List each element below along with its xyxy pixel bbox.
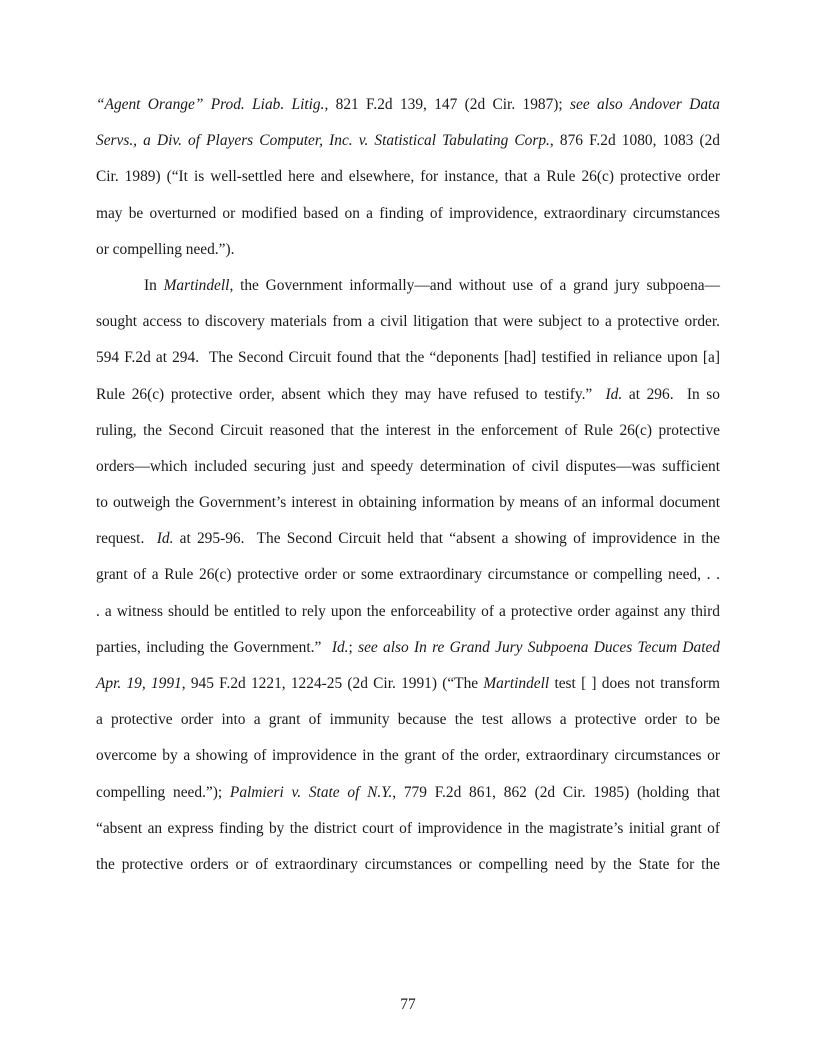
text-segment: overcome by a showing of improvidence in the grant of the order, extraordinary circumstances or: [96, 747, 720, 765]
document-body: [96, 92, 720, 888]
text-line: [96, 671, 720, 707]
text-segment: at 296. In so: [622, 385, 720, 403]
text-segment: 594 F.2d at 294. The Second Circuit found that the “deponents [had] testified in reliance upon [a]: [96, 349, 720, 367]
text-line: [96, 599, 720, 635]
text-line: [96, 816, 720, 852]
text-segment: or compelling need.”).: [96, 240, 235, 258]
text-segment: ;: [348, 638, 359, 656]
text-segment: test [ ] does not transform: [549, 675, 721, 692]
page-number: 77: [400, 996, 416, 1013]
text-segment: may be overturned or modified based on a finding of improvidence, extraordinary circumstances: [96, 204, 720, 222]
text-line: [96, 345, 720, 381]
text-segment: , 821 F.2d 139, 147 (2d Cir. 1987);: [324, 96, 571, 113]
text-segment: , 876 F.2d 1080, 1083 (2d: [549, 132, 720, 150]
text-line: [96, 92, 720, 128]
text-line: [96, 562, 720, 598]
text-segment: at 295-96. The Second Circuit held that “absent a showing of improvidence in the: [173, 530, 720, 548]
text-line: [96, 743, 720, 779]
text-segment: Cir. 1989) (“It is well-settled here and elsewhere, for instance, that a Rule 26(c) protective order: [96, 168, 720, 186]
text-line: [96, 164, 720, 200]
text-line: [96, 128, 720, 164]
text-segment: the protective orders or of extraordinary circumstances or compelling need by the State for the: [96, 855, 720, 873]
italic-text-segment: Id.: [605, 385, 623, 403]
text-segment: Rule 26(c) protective order, absent which they may have refused to testify.”: [96, 385, 606, 403]
text-segment: orders—which included securing just and speedy determination of civil disputes—was sufficient: [96, 457, 720, 475]
text-line: [96, 490, 720, 526]
text-segment: request.: [96, 530, 157, 548]
italic-text-segment: Id.: [331, 638, 349, 656]
text-line: [96, 201, 720, 237]
text-segment: to outweigh the Government’s interest in obtaining information by means of an informal document: [96, 494, 720, 512]
text-segment: “absent an express finding by the district court of improvidence in the magistrate’s initial grant of: [96, 819, 720, 837]
italic-text-segment: Servs., a Div. of Players Computer, Inc. v. Statistical Tabulating Corp.: [96, 132, 550, 150]
text-line: [96, 635, 720, 671]
text-segment: , the Government informally—and without use of a grand jury subpoena—: [229, 276, 720, 294]
italic-text-segment: see also In re Grand Jury Subpoena Duces Tecum Dated: [358, 638, 720, 656]
italic-text-segment: Martindell: [163, 276, 230, 294]
text-segment: grant of a Rule 26(c) protective order or some extraordinary circumstance or compelling need, . .: [96, 566, 720, 584]
italic-text-segment: Apr. 19, 1991: [96, 675, 182, 692]
italic-text-segment: Id.: [156, 530, 174, 548]
text-segment: . a witness should be entitled to rely upon the enforceability of a protective order against any third: [96, 602, 720, 620]
text-segment: In: [144, 276, 164, 294]
text-segment: compelling need.”);: [96, 783, 230, 801]
text-line: [96, 237, 720, 273]
text-line: [96, 780, 720, 816]
italic-text-segment: see also Andover Data: [570, 96, 720, 113]
text-line: [96, 273, 720, 309]
text-line: [96, 526, 720, 562]
text-segment: a protective order into a grant of immunity because the test allows a protective order to be: [96, 711, 720, 729]
text-segment: , 945 F.2d 1221, 1224-25 (2d Cir. 1991) (“The: [181, 675, 484, 692]
italic-text-segment: Martindell: [483, 675, 550, 692]
text-line: [96, 707, 720, 743]
italic-text-segment: Palmieri v. State of N.Y.: [229, 783, 393, 801]
text-segment: ruling, the Second Circuit reasoned that the interest in the enforcement of Rule 26(c) protective: [96, 421, 720, 439]
text-segment: parties, including the Government.”: [96, 638, 332, 656]
text-line: [96, 309, 720, 345]
italic-text-segment: “Agent Orange” Prod. Liab. Litig.: [96, 96, 325, 113]
text-line: [96, 852, 720, 888]
text-line: [96, 454, 720, 490]
text-line: [96, 418, 720, 454]
text-segment: sought access to discovery materials from a civil litigation that were subject to a protective order.: [96, 313, 720, 331]
text-line: [96, 382, 720, 418]
text-segment: , 779 F.2d 861, 862 (2d Cir. 1985) (holding that: [392, 783, 721, 801]
